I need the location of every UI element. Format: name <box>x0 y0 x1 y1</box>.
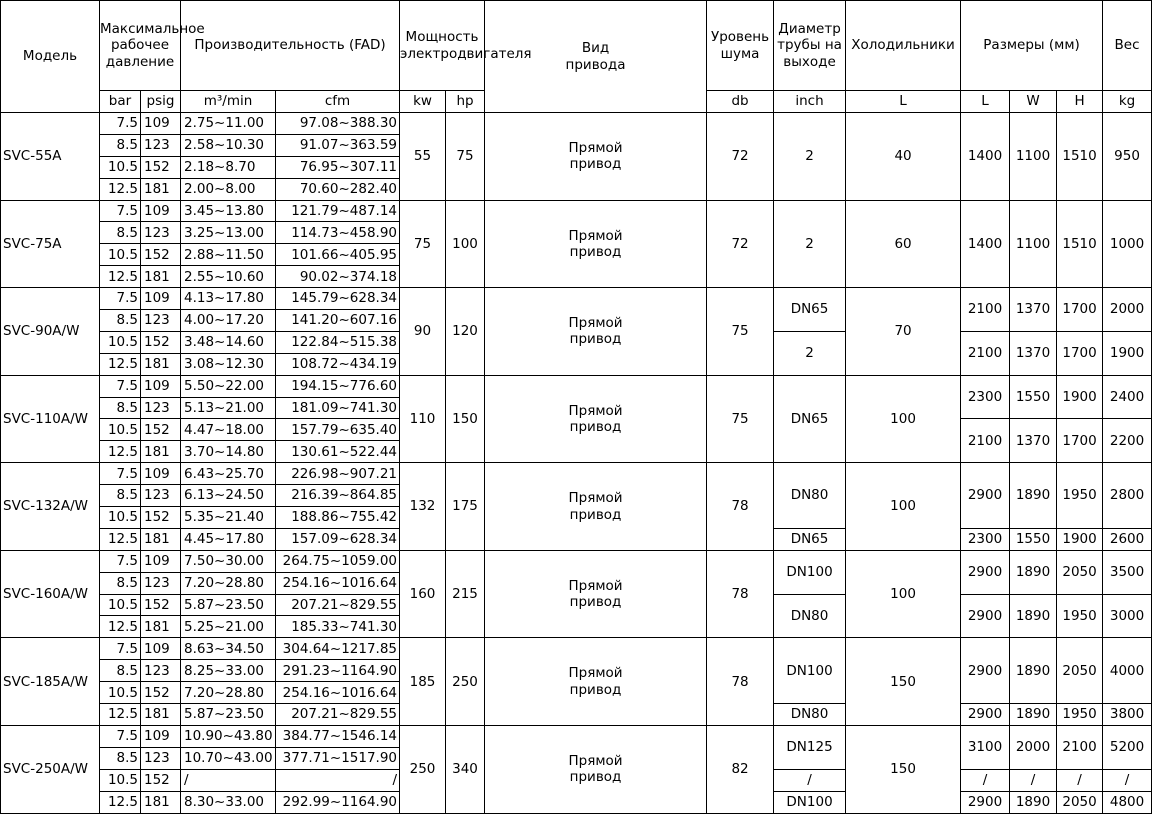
fad-m3min: 3.48~14.60 <box>181 331 276 353</box>
weight-kg: 4000 <box>1103 638 1152 704</box>
noise-level: 78 <box>707 550 774 638</box>
fad-m3min: 2.55~10.60 <box>181 266 276 288</box>
dim-length: 2100 <box>961 288 1010 332</box>
fad-cfm: 207.21~829.55 <box>276 594 400 616</box>
dim-width: 1370 <box>1010 419 1057 463</box>
noise-level: 72 <box>707 113 774 201</box>
weight-kg: 3000 <box>1103 594 1152 638</box>
pressure-psig: 109 <box>141 288 181 310</box>
fad-cfm: 70.60~282.40 <box>276 178 400 200</box>
noise-level: 78 <box>707 463 774 551</box>
dim-length: 2900 <box>961 463 1010 529</box>
unit-liters: L <box>846 91 961 113</box>
dim-length: 2300 <box>961 375 1010 419</box>
drive-type: Прямой привод <box>485 463 707 551</box>
dim-width: 1890 <box>1010 704 1057 726</box>
fad-cfm: 377.71~1517.90 <box>276 747 400 769</box>
fad-cfm: 188.86~755.42 <box>276 507 400 529</box>
drive-type: Прямой привод <box>485 288 707 376</box>
header-fad: Производительность (FAD) <box>181 1 400 91</box>
fad-cfm: 216.39~864.85 <box>276 485 400 507</box>
power-hp: 215 <box>446 550 485 638</box>
pressure-psig: 109 <box>141 463 181 485</box>
weight-kg: 2400 <box>1103 375 1152 419</box>
header-row <box>1 1 1152 91</box>
power-kw: 75 <box>400 200 446 288</box>
fad-cfm: 101.66~405.95 <box>276 244 400 266</box>
pressure-psig: 181 <box>141 266 181 288</box>
pressure-bar: 8.5 <box>100 134 141 156</box>
pressure-psig: 109 <box>141 638 181 660</box>
dim-height: 2050 <box>1057 550 1103 594</box>
fad-cfm: 264.75~1059.00 <box>276 550 400 572</box>
dim-length: / <box>961 769 1010 791</box>
weight-kg: 4800 <box>1103 791 1152 813</box>
pressure-psig: 123 <box>141 222 181 244</box>
fad-m3min: 2.00~8.00 <box>181 178 276 200</box>
dim-height: 1900 <box>1057 528 1103 550</box>
dim-height: 1700 <box>1057 419 1103 463</box>
dim-height: 2050 <box>1057 638 1103 704</box>
dim-height: 1950 <box>1057 704 1103 726</box>
dim-length: 2900 <box>961 791 1010 813</box>
dim-length: 2900 <box>961 704 1010 726</box>
cooler-volume: 100 <box>846 463 961 551</box>
fad-m3min: 3.45~13.80 <box>181 200 276 222</box>
fad-cfm: 181.09~741.30 <box>276 397 400 419</box>
unit-db: db <box>707 91 774 113</box>
dim-height: 1700 <box>1057 288 1103 332</box>
model-row <box>1 375 1152 397</box>
dim-length: 2900 <box>961 550 1010 594</box>
fad-cfm: 91.07~363.59 <box>276 134 400 156</box>
fad-m3min: 8.63~34.50 <box>181 638 276 660</box>
unit-kw: kw <box>400 91 446 113</box>
fad-m3min: 3.08~12.30 <box>181 353 276 375</box>
dim-height: 2100 <box>1057 725 1103 769</box>
weight-kg: / <box>1103 769 1152 791</box>
noise-level: 82 <box>707 725 774 813</box>
unit-width: W <box>1010 91 1057 113</box>
pressure-psig: 152 <box>141 244 181 266</box>
dim-width: 1890 <box>1010 463 1057 529</box>
pressure-psig: 109 <box>141 725 181 747</box>
dim-width: 1890 <box>1010 638 1057 704</box>
model-name: SVC-250A/W <box>1 725 100 813</box>
fad-cfm: / <box>276 769 400 791</box>
power-hp: 120 <box>446 288 485 376</box>
weight-kg: 1000 <box>1103 200 1152 288</box>
fad-cfm: 226.98~907.21 <box>276 463 400 485</box>
pressure-bar: 8.5 <box>100 485 141 507</box>
pressure-bar: 10.5 <box>100 682 141 704</box>
pressure-psig: 123 <box>141 485 181 507</box>
fad-cfm: 90.02~374.18 <box>276 266 400 288</box>
pressure-psig: 123 <box>141 310 181 332</box>
dim-width: 1100 <box>1010 113 1057 201</box>
dim-length: 2900 <box>961 594 1010 638</box>
power-kw: 132 <box>400 463 446 551</box>
outlet-pipe: DN65 <box>774 375 846 463</box>
fad-m3min: 7.50~30.00 <box>181 550 276 572</box>
model-row <box>1 113 1152 135</box>
pressure-bar: 8.5 <box>100 397 141 419</box>
pressure-bar: 12.5 <box>100 791 141 813</box>
fad-m3min: 10.70~43.00 <box>181 747 276 769</box>
dim-width: 1890 <box>1010 550 1057 594</box>
unit-length: L <box>961 91 1010 113</box>
pressure-bar: 7.5 <box>100 200 141 222</box>
pressure-bar: 12.5 <box>100 178 141 200</box>
dim-width: 1890 <box>1010 791 1057 813</box>
power-kw: 250 <box>400 725 446 813</box>
dim-length: 2900 <box>961 638 1010 704</box>
fad-m3min: 8.25~33.00 <box>181 660 276 682</box>
fad-cfm: 304.64~1217.85 <box>276 638 400 660</box>
outlet-pipe: DN80 <box>774 594 846 638</box>
fad-cfm: 145.79~628.34 <box>276 288 400 310</box>
power-kw: 90 <box>400 288 446 376</box>
fad-m3min: 4.13~17.80 <box>181 288 276 310</box>
model-name: SVC-55A <box>1 113 100 201</box>
power-hp: 75 <box>446 113 485 201</box>
pressure-bar: 10.5 <box>100 156 141 178</box>
pressure-bar: 12.5 <box>100 528 141 550</box>
pressure-psig: 152 <box>141 331 181 353</box>
pressure-psig: 181 <box>141 528 181 550</box>
pressure-bar: 7.5 <box>100 113 141 135</box>
fad-cfm: 207.21~829.55 <box>276 704 400 726</box>
pressure-bar: 10.5 <box>100 419 141 441</box>
dim-width: 1370 <box>1010 288 1057 332</box>
power-kw: 110 <box>400 375 446 463</box>
model-name: SVC-160A/W <box>1 550 100 638</box>
unit-kg: kg <box>1103 91 1152 113</box>
outlet-pipe: DN80 <box>774 463 846 529</box>
power-hp: 100 <box>446 200 485 288</box>
pressure-psig: 123 <box>141 134 181 156</box>
drive-type: Прямой привод <box>485 725 707 813</box>
cooler-volume: 40 <box>846 113 961 201</box>
header-motor-power: Мощность электродвигателя <box>400 1 485 91</box>
pressure-bar: 8.5 <box>100 660 141 682</box>
pressure-psig: 109 <box>141 550 181 572</box>
dim-length: 1400 <box>961 113 1010 201</box>
pressure-bar: 7.5 <box>100 463 141 485</box>
fad-cfm: 122.84~515.38 <box>276 331 400 353</box>
pressure-bar: 7.5 <box>100 375 141 397</box>
pressure-psig: 109 <box>141 200 181 222</box>
pressure-bar: 10.5 <box>100 507 141 529</box>
pressure-psig: 181 <box>141 704 181 726</box>
cooler-volume: 100 <box>846 375 961 463</box>
fad-m3min: 7.20~28.80 <box>181 572 276 594</box>
fad-m3min: 4.45~17.80 <box>181 528 276 550</box>
weight-kg: 2000 <box>1103 288 1152 332</box>
fad-cfm: 141.20~607.16 <box>276 310 400 332</box>
fad-cfm: 292.99~1164.90 <box>276 791 400 813</box>
model-row <box>1 200 1152 222</box>
pressure-bar: 7.5 <box>100 725 141 747</box>
header-drive-type: Вид привода <box>485 1 707 113</box>
header-weight: Вес <box>1103 1 1152 91</box>
header-coolers: Холодильники <box>846 1 961 91</box>
unit-m3min: m³/min <box>181 91 276 113</box>
drive-type: Прямой привод <box>485 375 707 463</box>
power-hp: 340 <box>446 725 485 813</box>
outlet-pipe: 2 <box>774 331 846 375</box>
outlet-pipe: DN100 <box>774 638 846 704</box>
weight-kg: 3500 <box>1103 550 1152 594</box>
model-name: SVC-185A/W <box>1 638 100 726</box>
pressure-bar: 7.5 <box>100 550 141 572</box>
pressure-psig: 181 <box>141 353 181 375</box>
pressure-bar: 8.5 <box>100 222 141 244</box>
pressure-bar: 7.5 <box>100 288 141 310</box>
weight-kg: 3800 <box>1103 704 1152 726</box>
pressure-psig: 109 <box>141 375 181 397</box>
power-kw: 185 <box>400 638 446 726</box>
power-hp: 150 <box>446 375 485 463</box>
dim-length: 2100 <box>961 419 1010 463</box>
unit-height: H <box>1057 91 1103 113</box>
cooler-volume: 70 <box>846 288 961 376</box>
pressure-bar: 8.5 <box>100 747 141 769</box>
drive-type: Прямой привод <box>485 113 707 201</box>
unit-psig: psig <box>141 91 181 113</box>
drive-type: Прямой привод <box>485 638 707 726</box>
drive-type: Прямой привод <box>485 200 707 288</box>
drive-type: Прямой привод <box>485 550 707 638</box>
outlet-pipe: DN65 <box>774 288 846 332</box>
fad-cfm: 108.72~434.19 <box>276 353 400 375</box>
fad-m3min: 6.43~25.70 <box>181 463 276 485</box>
model-row <box>1 463 1152 485</box>
dim-height: 1700 <box>1057 331 1103 375</box>
pressure-bar: 12.5 <box>100 441 141 463</box>
cooler-volume: 100 <box>846 550 961 638</box>
fad-m3min: 2.58~10.30 <box>181 134 276 156</box>
pressure-bar: 10.5 <box>100 331 141 353</box>
header-noise: Уровень шума <box>707 1 774 91</box>
weight-kg: 5200 <box>1103 725 1152 769</box>
fad-m3min: 5.50~22.00 <box>181 375 276 397</box>
dim-height: 1510 <box>1057 113 1103 201</box>
header-dimensions: Размеры (мм) <box>961 1 1103 91</box>
weight-kg: 950 <box>1103 113 1152 201</box>
fad-cfm: 114.73~458.90 <box>276 222 400 244</box>
pressure-bar: 12.5 <box>100 704 141 726</box>
pressure-bar: 8.5 <box>100 310 141 332</box>
dim-height: 2050 <box>1057 791 1103 813</box>
model-name: SVC-110A/W <box>1 375 100 463</box>
unit-inch: inch <box>774 91 846 113</box>
outlet-pipe: DN65 <box>774 528 846 550</box>
outlet-pipe: / <box>774 769 846 791</box>
pressure-psig: 123 <box>141 397 181 419</box>
pressure-psig: 152 <box>141 682 181 704</box>
pressure-bar: 10.5 <box>100 769 141 791</box>
fad-m3min: 5.25~21.00 <box>181 616 276 638</box>
fad-m3min: 3.70~14.80 <box>181 441 276 463</box>
weight-kg: 1900 <box>1103 331 1152 375</box>
model-row <box>1 550 1152 572</box>
dim-width: 1370 <box>1010 331 1057 375</box>
noise-level: 75 <box>707 288 774 376</box>
pressure-bar: 7.5 <box>100 638 141 660</box>
outlet-pipe: DN100 <box>774 550 846 594</box>
pressure-psig: 152 <box>141 769 181 791</box>
noise-level: 78 <box>707 638 774 726</box>
fad-cfm: 194.15~776.60 <box>276 375 400 397</box>
dim-height: 1950 <box>1057 463 1103 529</box>
header-outlet-pipe: Диаметр трубы на выходе <box>774 1 846 91</box>
fad-m3min: 8.30~33.00 <box>181 791 276 813</box>
dim-width: 1550 <box>1010 375 1057 419</box>
fad-m3min: 4.00~17.20 <box>181 310 276 332</box>
pressure-bar: 12.5 <box>100 616 141 638</box>
unit-bar: bar <box>100 91 141 113</box>
outlet-pipe: 2 <box>774 200 846 288</box>
weight-kg: 2800 <box>1103 463 1152 529</box>
dim-length: 1400 <box>961 200 1010 288</box>
outlet-pipe: DN80 <box>774 704 846 726</box>
noise-level: 72 <box>707 200 774 288</box>
fad-m3min: 5.35~21.40 <box>181 507 276 529</box>
power-hp: 250 <box>446 638 485 726</box>
power-kw: 160 <box>400 550 446 638</box>
fad-cfm: 185.33~741.30 <box>276 616 400 638</box>
pressure-psig: 181 <box>141 791 181 813</box>
pressure-bar: 8.5 <box>100 572 141 594</box>
dim-height: / <box>1057 769 1103 791</box>
fad-m3min: / <box>181 769 276 791</box>
fad-m3min: 5.87~23.50 <box>181 704 276 726</box>
model-row <box>1 725 1152 747</box>
fad-m3min: 10.90~43.80 <box>181 725 276 747</box>
weight-kg: 2200 <box>1103 419 1152 463</box>
header-max-pressure: Максимальное рабочее давление <box>100 1 181 91</box>
dim-length: 3100 <box>961 725 1010 769</box>
dim-width: 2000 <box>1010 725 1057 769</box>
header-model: Модель <box>1 1 100 113</box>
fad-m3min: 3.25~13.00 <box>181 222 276 244</box>
pressure-psig: 152 <box>141 156 181 178</box>
noise-level: 75 <box>707 375 774 463</box>
fad-m3min: 5.13~21.00 <box>181 397 276 419</box>
cooler-volume: 150 <box>846 638 961 726</box>
model-row <box>1 638 1152 660</box>
fad-m3min: 4.47~18.00 <box>181 419 276 441</box>
pressure-psig: 123 <box>141 660 181 682</box>
fad-cfm: 76.95~307.11 <box>276 156 400 178</box>
pressure-psig: 152 <box>141 419 181 441</box>
fad-cfm: 384.77~1546.14 <box>276 725 400 747</box>
weight-kg: 2600 <box>1103 528 1152 550</box>
model-name: SVC-75A <box>1 200 100 288</box>
dim-width: 1890 <box>1010 594 1057 638</box>
dim-width: 1550 <box>1010 528 1057 550</box>
pressure-psig: 152 <box>141 507 181 529</box>
cooler-volume: 150 <box>846 725 961 813</box>
cooler-volume: 60 <box>846 200 961 288</box>
fad-cfm: 157.09~628.34 <box>276 528 400 550</box>
dim-length: 2300 <box>961 528 1010 550</box>
dim-length: 2100 <box>961 331 1010 375</box>
model-name: SVC-132A/W <box>1 463 100 551</box>
pressure-psig: 181 <box>141 616 181 638</box>
dim-height: 1950 <box>1057 594 1103 638</box>
fad-cfm: 291.23~1164.90 <box>276 660 400 682</box>
dim-width: / <box>1010 769 1057 791</box>
fad-m3min: 6.13~24.50 <box>181 485 276 507</box>
fad-cfm: 130.61~522.44 <box>276 441 400 463</box>
fad-m3min: 2.18~8.70 <box>181 156 276 178</box>
unit-cfm: cfm <box>276 91 400 113</box>
fad-m3min: 2.75~11.00 <box>181 113 276 135</box>
power-hp: 175 <box>446 463 485 551</box>
fad-cfm: 97.08~388.30 <box>276 113 400 135</box>
fad-m3min: 2.88~11.50 <box>181 244 276 266</box>
dim-height: 1900 <box>1057 375 1103 419</box>
unit-hp: hp <box>446 91 485 113</box>
fad-m3min: 7.20~28.80 <box>181 682 276 704</box>
fad-m3min: 5.87~23.50 <box>181 594 276 616</box>
outlet-pipe: 2 <box>774 113 846 201</box>
pressure-bar: 12.5 <box>100 266 141 288</box>
pressure-psig: 181 <box>141 441 181 463</box>
pressure-psig: 123 <box>141 572 181 594</box>
power-kw: 55 <box>400 113 446 201</box>
pressure-psig: 152 <box>141 594 181 616</box>
pressure-bar: 10.5 <box>100 594 141 616</box>
pressure-psig: 181 <box>141 178 181 200</box>
fad-cfm: 254.16~1016.64 <box>276 572 400 594</box>
fad-cfm: 121.79~487.14 <box>276 200 400 222</box>
pressure-psig: 123 <box>141 747 181 769</box>
dim-height: 1510 <box>1057 200 1103 288</box>
outlet-pipe: DN100 <box>774 791 846 813</box>
pressure-bar: 12.5 <box>100 353 141 375</box>
fad-cfm: 157.79~635.40 <box>276 419 400 441</box>
pressure-bar: 10.5 <box>100 244 141 266</box>
outlet-pipe: DN125 <box>774 725 846 769</box>
model-row <box>1 288 1152 310</box>
model-name: SVC-90A/W <box>1 288 100 376</box>
pressure-psig: 109 <box>141 113 181 135</box>
fad-cfm: 254.16~1016.64 <box>276 682 400 704</box>
dim-width: 1100 <box>1010 200 1057 288</box>
